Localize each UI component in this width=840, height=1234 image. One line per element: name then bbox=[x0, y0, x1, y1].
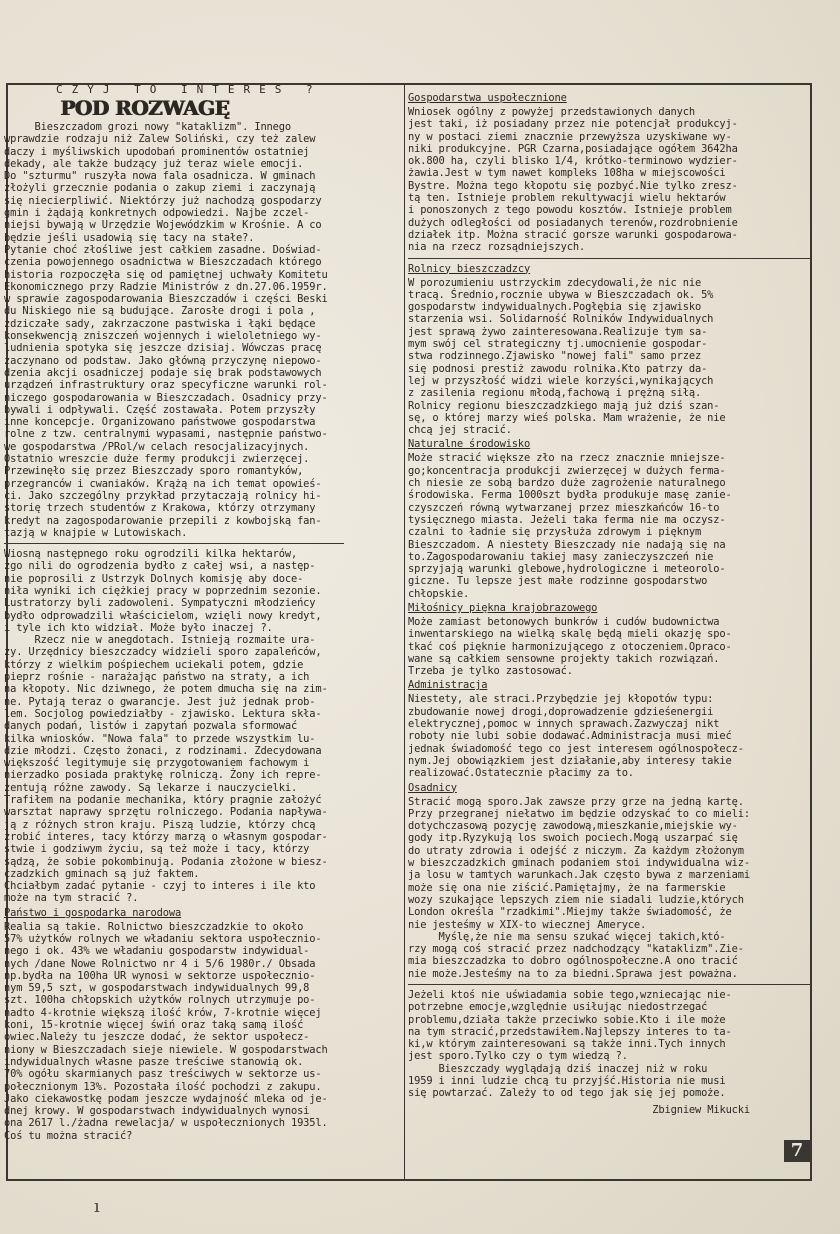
right-paragraph-7: Jeżeli ktoś nie uświadamia sobie tego,wzniecając nie- potrzebne emocje,względnie usiłując niedostrzegać problemu,działa także przeciwko sobie.Kto i ile może na tym stracić,przedstawiłem.Najlepszy interes to ta- ki,w którym zainteresowani są także inni.Tych innych jest sporo.Tylko czy o tym wiedzą ?. Bieszczady wyglądają dziś inaczej niż w roku 1959 i inni ludzie chcą tu przyjść.Historia nie musi się powtarzać. Zależy to od tego jak się jej pomoże. bbox=[408, 989, 732, 1100]
right-paragraph-3: Może stracić większe zło na rzecz znacznie mniejsze- go;koncentracja produkcji zwierzęcej w dużych ferma- ch niesie ze sobą bardzo duże zagrożenie naturalnego środowiska. Ferma 1000szt bydła produkuje masę zanie- czyszczeń równą wytwarzanej przez mieszkańców 16-to tysięcznego miasta. Jeżeli taka ferma nie ma oczysz- czalni to ładnie się przysłuża zdrowym i pięknym Bieszczadom. A niestety Bieszczady nie nadają się na to.Zagospodarowaniu takiej masy zanieczyszczeń nie sprzyjają warunki glebowe,hydrologiczne i meteorolo- giczne. Tu lepsze jest małe rodzinne gospodarstwo chłopskie. bbox=[408, 452, 732, 600]
left-paragraph-3: Realia są takie. Rolnictwo bieszczadzkie to około 57% użytków rolnych we władaniu sektora uspołeczniо- nego i ok. 43% we władaniu gospodarstw indywidual- nych /dane Nowe Rolnictwo nr 4 i 5/6 1980r./ Obsada np.bydła na 100ha UR wynosi w sektorze uspołeczniо- nym 59,5 szt, w gospodarstwach indywidualnych 99,8 szt. 100ha chłopskich użytków rolnych utrzymuje po- nadto 4-krotnie większą ilość krów, 7-krotnie więcej koni, 15-krotnie więcej świń oraz taką samą ilość owiec.Należy tu jeszcze dodać, że sektor uspołecz- niony w Bieszczadach sieje niewiele. W gospodarstwach indywidualnych własne pasze treściwe stanowią ok. 70% ogółu skarmianych pasz treściwych w sektorze us- połecznionym 13%. Pozostała ilość pochodzi z zakupu. Jako ciekawostkę podam jeszcze wydajność mleka od je- dnej krowy. W gospodarstwach indywidualnych wynosi ona 2617 l./żadna rewelacja/ w uspołecznionych 1935l. Coś tu można stracić? bbox=[4, 920, 328, 1142]
right-paragraph-4: Może zamiast betonowych bunkrów i cudów budownictwa inwentarskiego na wielką skalę będą mieli okazję spo- tkać coś pięknie harmonizującego z otoczeniem.Opraco- wane są całkiem sensowne projekty takich rozwiązań. Trzeba je tylko zastosować. bbox=[408, 615, 732, 678]
right-column bbox=[408, 90, 810, 1116]
right-paragraph-6: Stracić mogą sporo.Jak zawsze przy grze na jedną kartę. Przy przegranej niełatwo im będzie odzyskać to co mieli: dotychczasową pozycję zawodową,mieszkanie,miejskie wy- gody itp.Ryzykują los swoich pociech.Mogą uszarpać się do utraty zdrowia i odejść z niczym. Za każdym złożonym w bieszczadzkich gminach podaniem stoi indywidualna wiz- ja losu w tamtych warunkach.Jak często bywa z marzeniami może się ona nie ziścić.Pamiętajmy, że na farmerskie wozy szukające lepszych ziem nie siadali ludzie,których London określa "rzadkimi".Miejmy także świadomość, że nie jesteśmy w XIX-to wiecznej Ameryce. Myślę,że nie ma sensu szukać więcej takich,któ- rzy mogą coś stracić przez nadchodzący "kataklizm".Zie- mia bieszczadzka to dobro ogólnospołeczne.A ono tracić nie może.Jesteśmy na to za biedni.Sprawa jest poważna. bbox=[408, 795, 750, 980]
left-rule-1 bbox=[4, 543, 344, 544]
section-heading-5: Administracja bbox=[408, 679, 488, 692]
left-paragraph-1: Bieszczadom grozi nowy "kataklizm". Innego wprawdzie rodzaju niż Zalew Soliński, czy też zalew daczy i myśliwskich upodobań prominentów ostatniej dekady, ale także budzący już teraz wiele emocji. Do "szturmu" ruszyła nowa fala osadnicza. W gminach złożyli grzecznie podania o zakup ziemi i zaczynają się niecierpliwić. Niektórzy już nachodzą gospodarzy gmin i żądają konkretnych odpowiedzi. Najbe zczel- niejsi bywają w Urzędzie Wojewódzkim w Krośnie. A co będzie jeśli usadowią się tacy na stałe?. Pytanie choć złośliwe jest całkiem zasadne. Doświad- czenia powojennego osadnictwa w Bieszczadach którego historia rozpoczęła się od pamiętnej uchwały Komitetu Ekonomicznego przy Radzie Ministrów z dn.27.06.1959r. w sprawie zagospodarowania Bieszczadów i części Beski du Niskiego nie są budujące. Zarosłe drogi i pola , zdziczałe sady, zakrzaczone pastwiska i łąki będące konsekwencją zniszczeń wojennych i wieloletniego wy- ludnienia spotyka się jeszcze dzisiaj. Wówczas pracę zaczynano od podstaw. Jako główną przyczynę niepowo- dzenia akcji osadniczej podaje się brak podstawowych urządzeń infrastruktury oraz specyficzne warunki rol- niczego gospodarowania w Bieszczadach. Osadnicy przy- bywali i odpływali. Część zostawała. Potem przyszły inne koncepcje. Organizowano państwowe gospodarstwa rolne z tzw. centralnymi wypasami, następnie państwo- we gospodarstwa /PRol/w celach resocjalizacyjnych. Ostatnio wreszcie duże fermy produkcji zwierzęcej. Przewinęło się przez Bieszczady sporo romantyków, przegranców i cwaniaków. Krążą na ich temat opowieś- ci. Jako szczególny przykład przytaczają rolnicy hi- storię trzech studentów z Krakowa, którzy otrzymany kredyt na zagospodarowanie przepili z kowbojską fan- tazją w knajpie w Lutowiskach. bbox=[4, 121, 328, 539]
author-signature: Zbigniew Mikucki bbox=[652, 1103, 750, 1116]
left-section-heading: Państwo i gospodarka narodowa bbox=[4, 906, 182, 919]
section-heading-1: Gospodarstwa uspołecznione bbox=[408, 92, 567, 104]
right-rule-1 bbox=[408, 258, 810, 259]
right-paragraph-5: Niestety, ale straci.Przybędzie jej kłopotów typu: zbudowanie nowej drogi,doprowadzenie gdzieśenergii elektrycznej,pomoc w innych sprawach.Zazwyczaj nikt roboty nie lubi sobie dodawać.Administracja musi mieć jednak świadomość tego co jest interesem ogólnospołecz- nym.Jej obowiązkiem jest działanie,aby interesy takie realizować.Ostatecznie płacimy za to. bbox=[408, 693, 744, 780]
section-heading-2: Rolnicy bieszczadzcy bbox=[408, 262, 531, 275]
section-heading-3: Naturalne środowisko bbox=[408, 438, 531, 451]
left-paragraph-2: Wiosną następnego roku ogrodzili kilka hektarów, zgo nili do ogrodzenia bydło z całej wsi, a następ- nie poprosili z Ustrzyk Dolnych komisję aby doce- niła wyniki ich ciężkiej pracy w poprzednim sezonie. Lustratorzy byli zadowoleni. Sympatyczni młodzieńcy bydło odprowadzili właścicielom, wzięli nowy kredyt, i tyle ich kto widział. Może było inaczej ?. Rzecz nie w anegdotach. Istnieją rozmaite ura- zy. Urzędnicy bieszczadcy widzieli sporo zapaleńców, którzy z wielkim pośpiechem uciekali potem, gdzie pieprz rośnie - narażając państwo na straty, a ich na kłopoty. Nic dziwnego, że potem dmucha się na zim- ne. Pytają teraz o gwarancje. Jest już jednak prob- lem. Socjolog powiedziałby - zjawisko. Lektura skła- danych podań, listów i zapytań pozwala sformować kilka wniosków. "Nowa fala" to przede wszystkim lu- dzie młodzi. Często żonaci, z rodzinami. Zdecydowana większość legitymuje się przygotowaniem fachowym i nierzadko posiada praktykę rolniczą. Żony ich repre- zentują różne zawody. Są lekarze i nauczycielki. Trafiłem na podanie mechanika, który pragnie założyć warsztat naprawy sprzętu rolniczego. Podania napływa- ją z różnych stron kraju. Piszą ludzie, którzy chcą zrobić interes, tacy którzy marzą o własnym gospodar- stwie i godziwym życiu, są też może i tacy, którzy sądzą, że sobie pokombinują. Podania złożone w biesz- czadzkich gminach są już faktem. Chciałbym zadać pytanie - czyj to interes i ile kto może na tym stracić ?. bbox=[4, 548, 328, 905]
section-heading-6: Osadnicy bbox=[408, 781, 457, 794]
article-title: POD ROZWAGĘ bbox=[60, 96, 229, 120]
column-divider bbox=[404, 85, 405, 1179]
right-paragraph-1: Wniosek ogólny z powyżej przedstawionych danych jest taki, iż posiadany przez nie potencjał produkcyj- ny w postaci ziemi znacznie przewyższa uzyskiwane wy- niki produkcyjne. PGR Czarna,posiadające ogółem 3642ha ok.800 ha, czyli blisko 1/4, krótko-terminowo wydzier- żawia.Jest w tym nawet kompleks 108ha w miejscowości Bystre. Można tego kłopotu się pozbyć.Nie tylko zresz- tą ten. Istnieje problem rekultywacji wielu hektarów i ponoszonych z tego powodu kosztów. Istnieje problem dużych odległości od posiadanych terenów,rozdrobnienie działek itp. Można stracić gorsze warunki gospodarowa- nia na rzecz rozsądniejszych. bbox=[408, 106, 738, 254]
section-header: CZYJ TO INTERES ? bbox=[56, 83, 322, 96]
scan-mark: ı bbox=[94, 1196, 100, 1217]
right-paragraph-2: W porozumieniu ustrzyckim zdecydowali,że nic nie tracą. Średnio,rocznie ubywa w Bieszczadach ok. 5% gospodarstw indywidualnych.Pogłębia się zjawisko starzenia wsi. Solidarność Rolników Indywidualnych jest sprawą żywo zainteresowana.Realizuje tym sa- mym swój cel strategiczny tj.umocnienie gospodar- stwa rodzinnego.Zjawisko "nowej fali" samo przez się podnosi prestiż zawodu rolnika.Kto patrzy da- lej w przyszłość widzi wiele korzyści,wynikających z zasilenia regionu młodą,fachową i prężną siłą. Rolnicy regionu bieszczadzkiego mają już dziś szan- sę, o której marzy wieś polska. Mam wrażenie, że nie chcą jej stracić. bbox=[408, 276, 726, 437]
section-heading-4: Miłośnicy piękna krajobrazowego bbox=[408, 601, 598, 614]
right-rule-2 bbox=[408, 984, 810, 985]
left-column bbox=[4, 83, 402, 1142]
page-number: 7 bbox=[784, 1140, 810, 1162]
